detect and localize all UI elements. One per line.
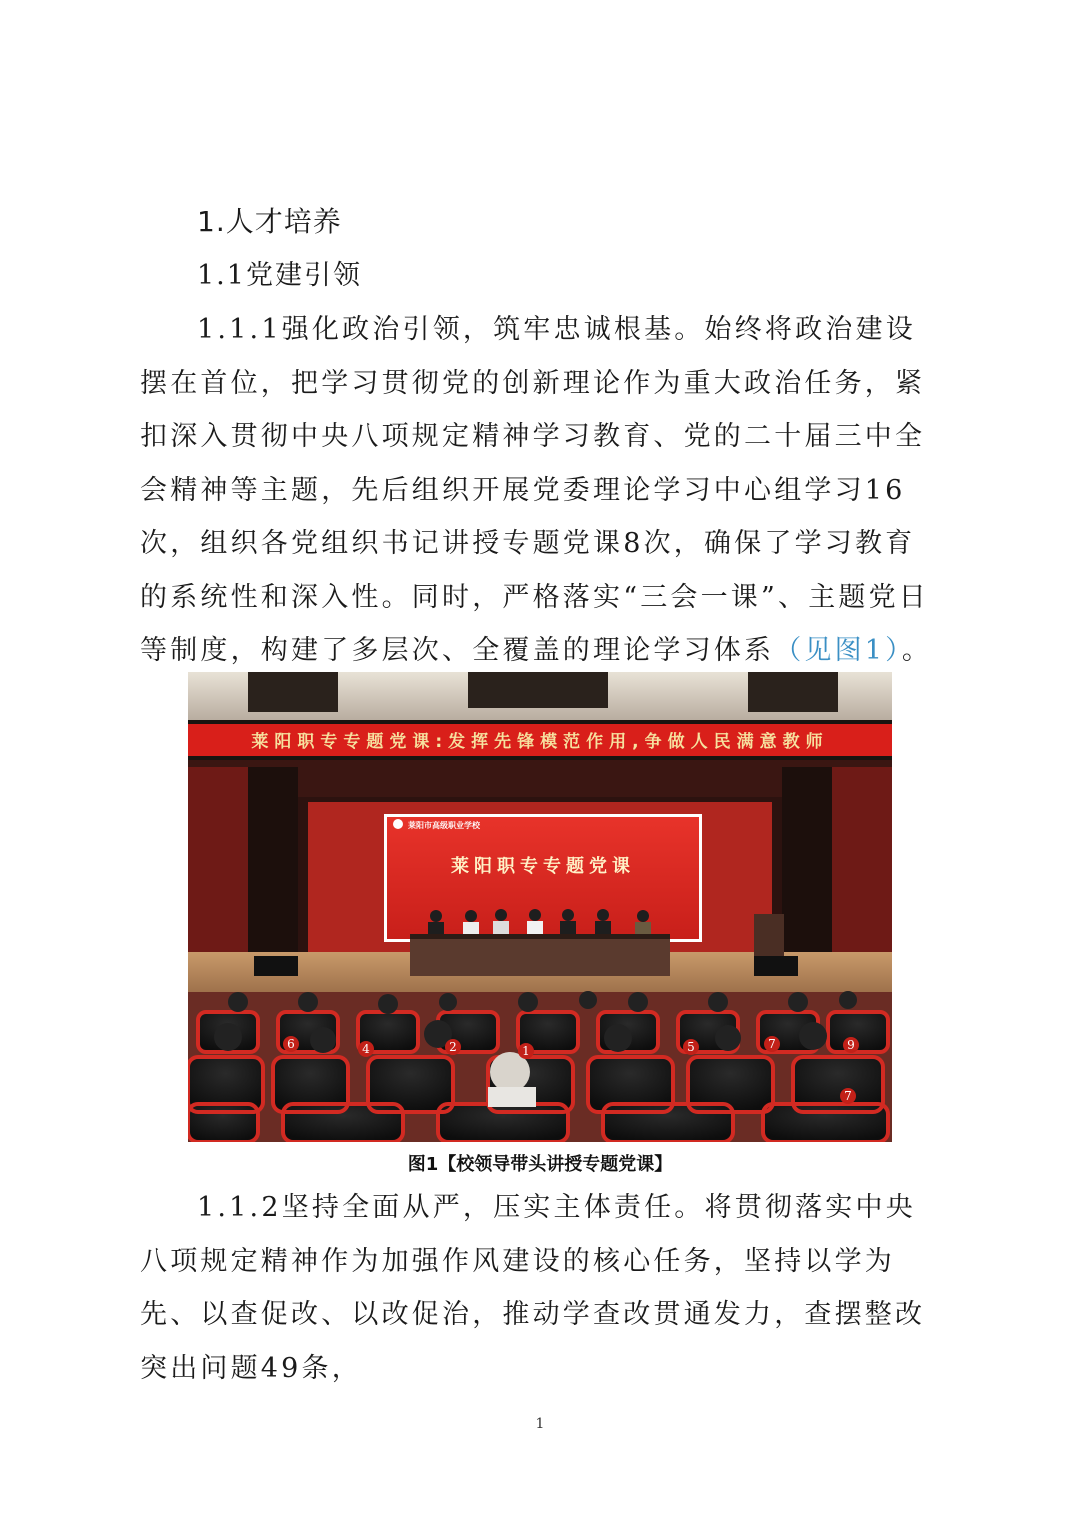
seat-number-7: 7 — [768, 1037, 776, 1051]
paragraph-1-text: 1.1.1强化政治引领，筑牢忠诚根基。始终将政治建设摆在首位，把学习贯彻党的创新理论作为重大政治任务，紧扣深入贯彻中央八项规定精神学习教育、党的二十届三中全会精神等主题，先后组织开展党委理论学习中心组学习16次，组织各党组织书记讲授专题党课8次，确保了学习教育的系统性和深入性。同时，严格落实“三会一课”、主题党日等制度，构建了多层次、全覆盖的理论学习体系 — [140, 314, 930, 666]
screen-title: 莱阳职专专题党课 — [451, 856, 635, 877]
seat-number-1: 1 — [522, 1044, 530, 1058]
paragraph-1-tail: 。 — [901, 635, 933, 666]
seat-number-4: 4 — [362, 1042, 370, 1056]
page-number: 1 — [535, 1416, 545, 1432]
section-heading: 1.人才培养 — [197, 205, 342, 238]
figure-reference-link[interactable]: （见图1） — [774, 635, 902, 666]
seat-number-5: 5 — [687, 1040, 695, 1054]
seat-number-7b: 7 — [844, 1089, 852, 1103]
seat-number-9: 9 — [847, 1038, 855, 1052]
banner-slogan: 莱阳职专专题党课:发挥先锋模范作用,争做人民满意教师 — [251, 732, 829, 752]
paragraph-1 — [140, 303, 940, 678]
paragraph-2 — [140, 1181, 940, 1395]
figure-photo — [188, 672, 892, 1142]
paragraph-2-text: 1.1.2坚持全面从严，压实主体责任。将贯彻落实中央八项规定精神作为加强作风建设的核心任务，坚持以学为先、以查促改、以改促治，推动学查改贯通发力，查摆整改突出问题49条， — [140, 1192, 926, 1384]
screen-logo-text: 莱阳市高级职业学校 — [408, 821, 480, 830]
seat-number-6: 6 — [287, 1037, 295, 1051]
figure-caption: 图1【校领导带头讲授专题党课】 — [407, 1154, 673, 1175]
seat-number-2: 2 — [449, 1040, 457, 1054]
subsection-heading: 1.1党建引领 — [197, 260, 362, 291]
